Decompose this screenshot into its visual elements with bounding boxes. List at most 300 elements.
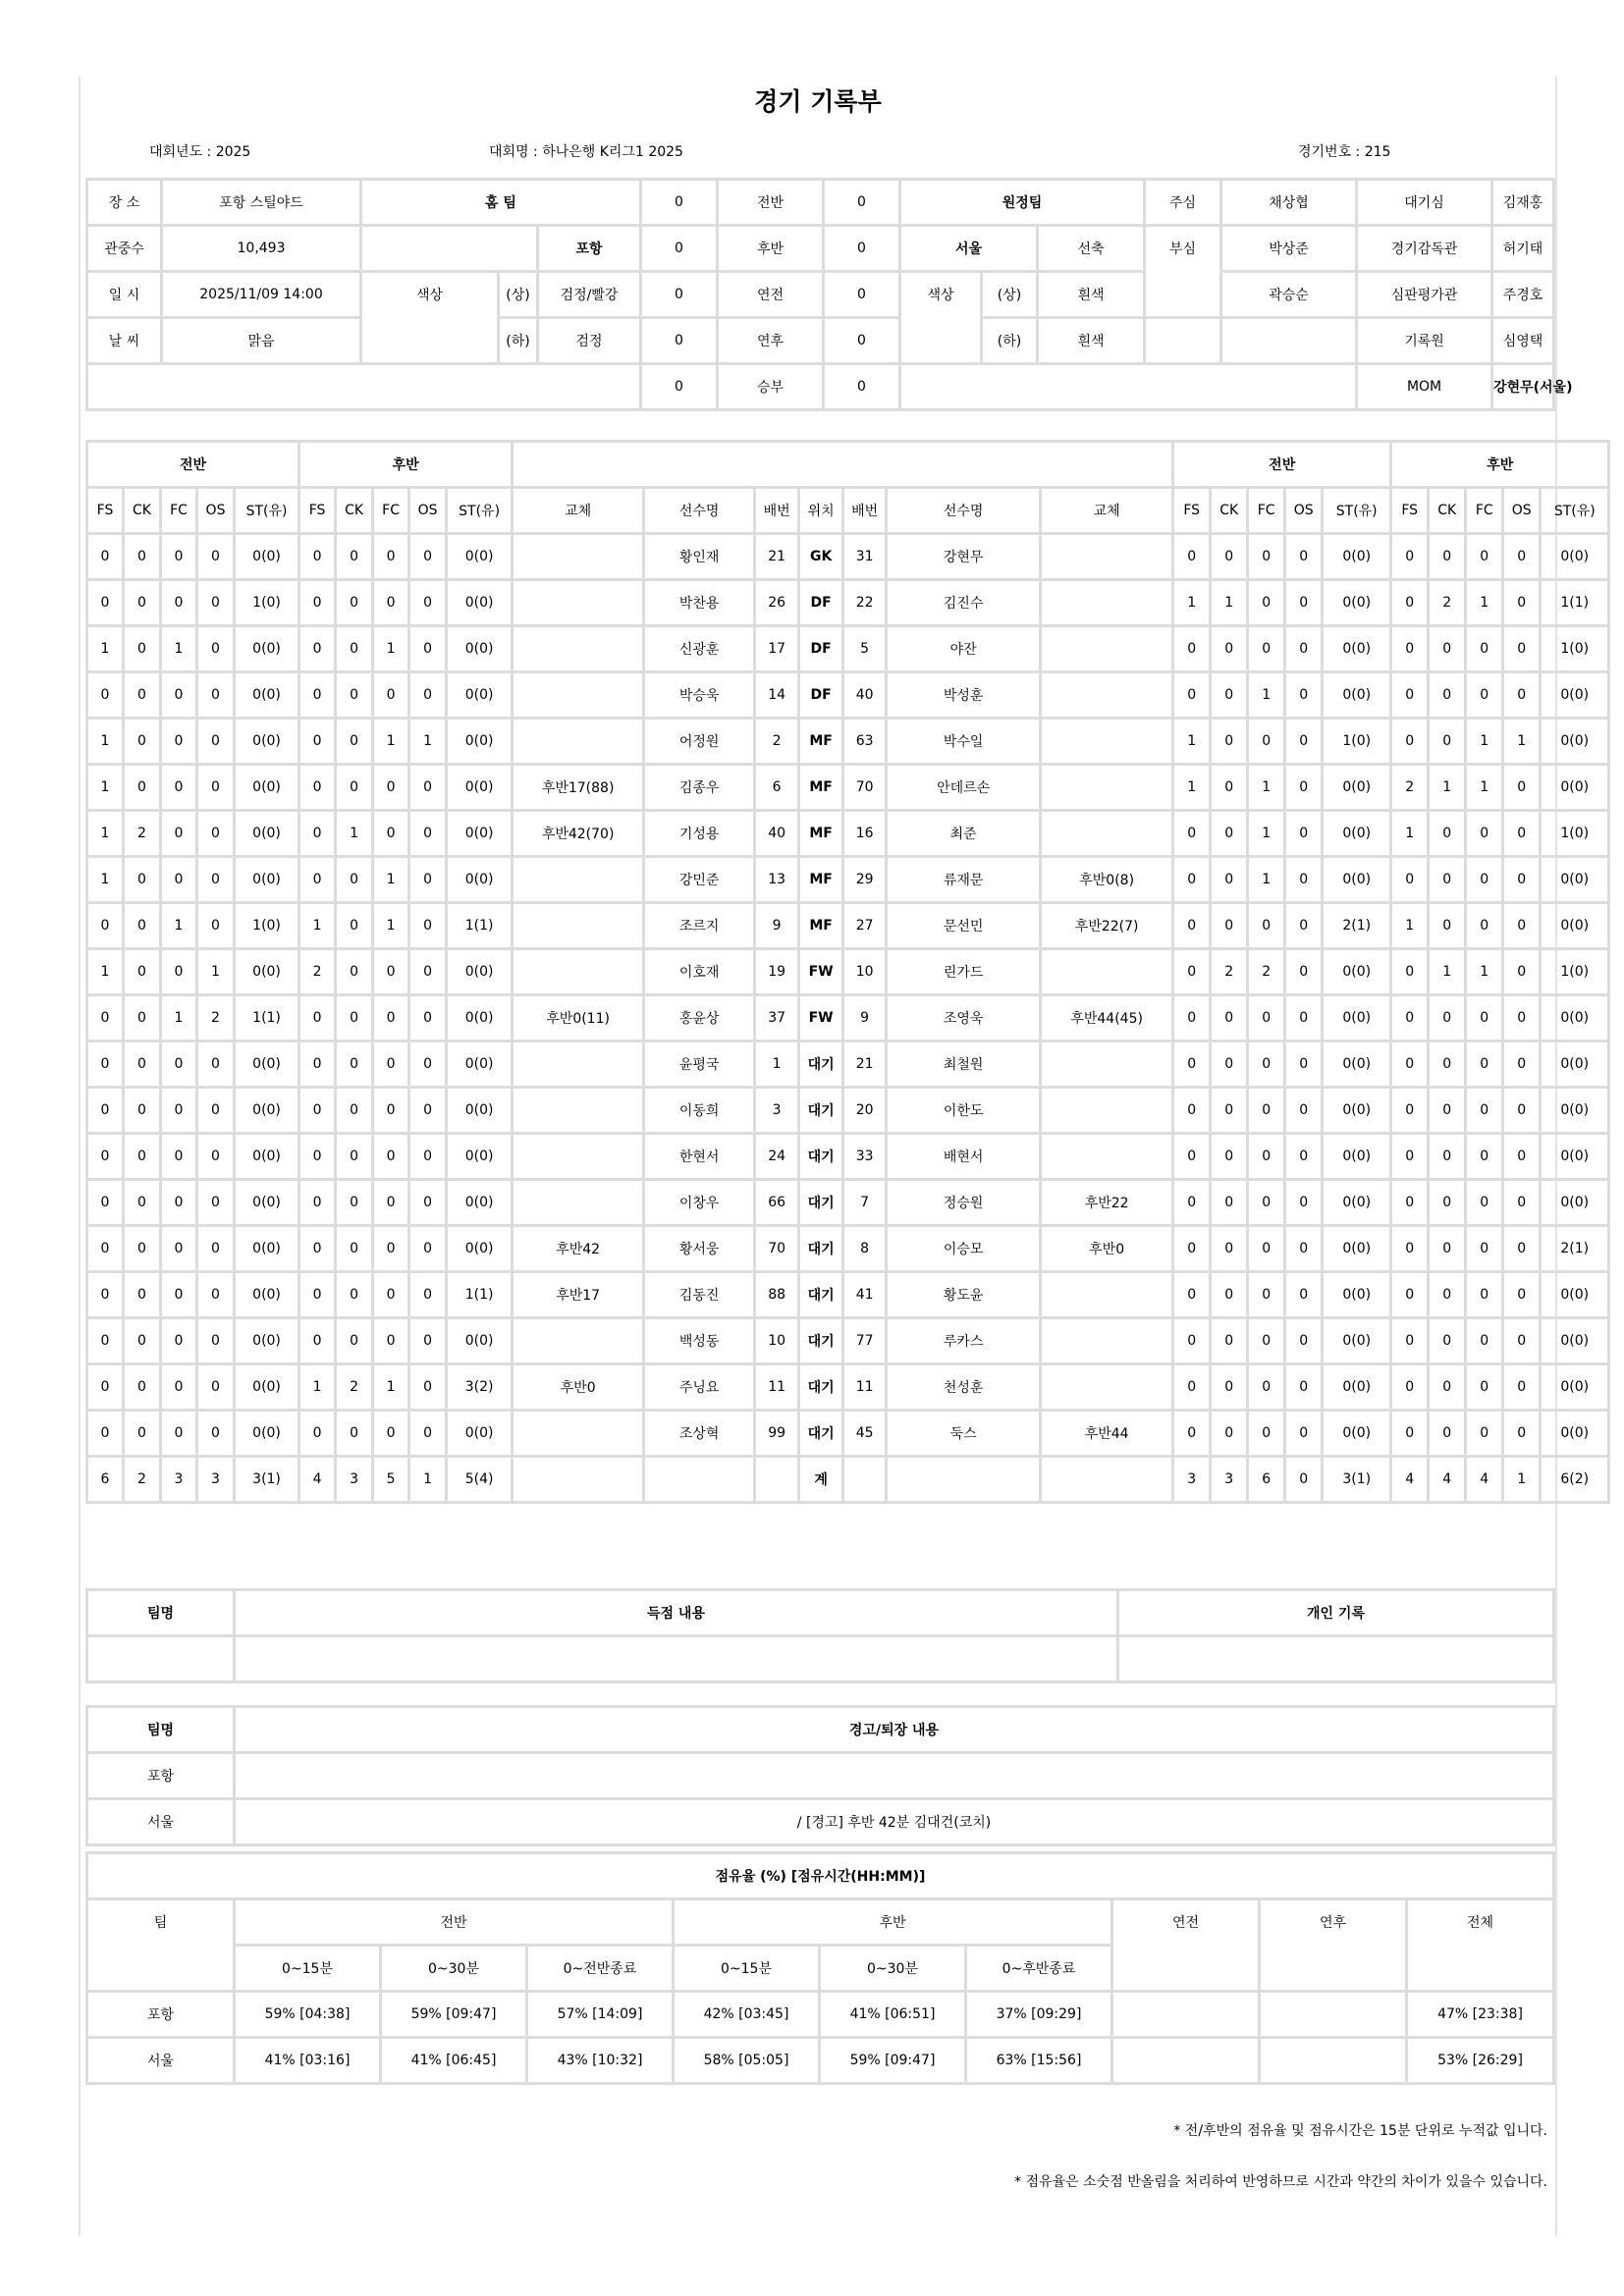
- away-stat-cell: 0(0): [1323, 1364, 1391, 1411]
- away-stat-cell: 0(0): [1323, 1041, 1391, 1088]
- home-shirt-number: 19: [755, 949, 799, 995]
- player-row: [87, 765, 1609, 811]
- away-stat-cell: 0(0): [1541, 995, 1609, 1041]
- home-stat-cell: 3: [336, 1457, 373, 1503]
- away-substitution: [1041, 1088, 1173, 1134]
- assistant-1: 박상준: [1221, 226, 1357, 272]
- score-away: 0: [824, 272, 900, 318]
- away-stat-cell: 1: [1466, 949, 1503, 995]
- home-shirt-number: 14: [755, 672, 799, 719]
- away-stat-cell: 0: [1285, 765, 1323, 811]
- column-header-no-label: 배번: [755, 488, 799, 534]
- home-stat-cell: 0: [299, 580, 336, 626]
- away-stat-cell: 0(0): [1541, 534, 1609, 580]
- away-stat-cell: 0: [1391, 1226, 1429, 1272]
- away-stat-cell: 0: [1429, 1041, 1466, 1088]
- away-shirt-number: 10: [843, 949, 887, 995]
- home-player-name: 강민준: [644, 857, 755, 903]
- away-stat-cell: 0(0): [1323, 534, 1391, 580]
- away-stat-cell: 0: [1211, 765, 1248, 811]
- competition-year: 대회년도 : 2025: [149, 144, 251, 160]
- home-substitution: [513, 534, 644, 580]
- away-player-name: 최준: [887, 811, 1041, 857]
- away-stat-cell: 0: [1173, 672, 1211, 719]
- position: 대기: [799, 1364, 843, 1411]
- weather-value: 맑음: [162, 318, 361, 364]
- home-stat-cell: 0(0): [447, 672, 513, 719]
- home-stat-cell: 0: [409, 580, 447, 626]
- home-shirt-number: 11: [755, 1364, 799, 1411]
- home-stat-cell: 0: [336, 857, 373, 903]
- recorder-value: 심영택: [1492, 318, 1554, 364]
- away-stat-cell: 1(1): [1541, 580, 1609, 626]
- home-stat-cell: 0: [336, 1318, 373, 1364]
- away-stat-cell: 0: [1285, 1134, 1323, 1180]
- home-player-name: 주닝요: [644, 1364, 755, 1411]
- away-stat-cell: 0: [1429, 1134, 1466, 1180]
- home-stat-cell: 1(1): [235, 995, 299, 1041]
- home-stat-cell: 0(0): [235, 534, 299, 580]
- home-stat-cell: 0: [336, 672, 373, 719]
- away-stat-cell: 0: [1503, 1226, 1541, 1272]
- home-stat-cell: 0: [373, 1180, 409, 1226]
- home-shirt-number: 2: [755, 719, 799, 765]
- match-info-table: [85, 178, 1573, 411]
- home-stat-cell: 0: [197, 672, 235, 719]
- away-stat-cell: 0: [1285, 1226, 1323, 1272]
- home-shirt-number: 99: [755, 1411, 799, 1457]
- away-stat-cell: 0: [1466, 811, 1503, 857]
- away-stat-cell: 1(0): [1541, 626, 1609, 672]
- away-stat-cell: 0: [1391, 995, 1429, 1041]
- home-stat-cell: 0: [197, 534, 235, 580]
- home-stat-cell: 0: [161, 811, 197, 857]
- away-stat-cell: 0: [1391, 1364, 1429, 1411]
- away-substitution: [1041, 719, 1173, 765]
- possession-value: 59% [09:47]: [820, 2038, 966, 2084]
- away-stat-header: ST(유): [1541, 488, 1609, 534]
- position: 대기: [799, 1041, 843, 1088]
- home-stat-cell: 0: [161, 857, 197, 903]
- away-shirt-number: 7: [843, 1180, 887, 1226]
- away-stat-cell: 4: [1429, 1457, 1466, 1503]
- away-stat-header: OS: [1285, 488, 1323, 534]
- home-player-name: 이창우: [644, 1180, 755, 1226]
- away-stat-cell: 0: [1503, 949, 1541, 995]
- away-stat-cell: 0: [1211, 1364, 1248, 1411]
- away-stat-cell: 0: [1285, 857, 1323, 903]
- home-stat-cell: 1: [373, 719, 409, 765]
- away-stat-cell: 2: [1429, 580, 1466, 626]
- home-stat-cell: 1: [409, 1457, 447, 1503]
- home-shirt-number: 10: [755, 1318, 799, 1364]
- away-stat-cell: 0: [1429, 1226, 1466, 1272]
- away-stat-cell: 1: [1503, 1457, 1541, 1503]
- away-stat-cell: 0: [1429, 626, 1466, 672]
- away-stat-cell: 0(0): [1541, 1318, 1609, 1364]
- away-stat-cell: 0: [1466, 1041, 1503, 1088]
- fourth-official-value: 김재홍: [1492, 180, 1554, 226]
- home-stat-cell: 0: [373, 765, 409, 811]
- match-number: 경기번호 : 215: [1298, 144, 1391, 160]
- player-row: [87, 1134, 1609, 1180]
- away-stat-cell: 0(0): [1323, 1134, 1391, 1180]
- away-stat-cell: 0(0): [1541, 1088, 1609, 1134]
- away-stat-cell: 0: [1248, 1364, 1285, 1411]
- home-stat-cell: 0: [87, 1272, 124, 1318]
- home-stat-cell: 0: [373, 1411, 409, 1457]
- home-stat-cell: 1: [336, 811, 373, 857]
- position: 대기: [799, 1180, 843, 1226]
- home-stat-cell: 2: [336, 1364, 373, 1411]
- away-stat-cell: 0: [1248, 1318, 1285, 1364]
- possession-sub-header: 0~후반종료: [966, 1946, 1112, 1992]
- column-header-name-label: 선수명: [887, 488, 1041, 534]
- away-stat-cell: 0: [1285, 811, 1323, 857]
- home-stat-cell: 0: [87, 1088, 124, 1134]
- home-stat-cell: 0: [124, 949, 161, 995]
- away-stat-cell: 1(0): [1541, 949, 1609, 995]
- possession-row: [87, 2038, 1554, 2084]
- home-substitution: [513, 1088, 644, 1134]
- possession-total-header: 전체: [1407, 1899, 1554, 1992]
- possession-table: [85, 1851, 1555, 2085]
- away-stat-cell: 0: [1429, 672, 1466, 719]
- away-stat-cell: 0: [1173, 903, 1211, 949]
- away-stat-cell: 0: [1173, 1226, 1211, 1272]
- away-stat-cell: 0(0): [1541, 765, 1609, 811]
- away-stat-cell: 0: [1285, 1318, 1323, 1364]
- player-row: [87, 1272, 1609, 1318]
- away-stat-cell: 0: [1211, 1041, 1248, 1088]
- away-stat-cell: 0: [1429, 534, 1466, 580]
- home-substitution: [513, 719, 644, 765]
- away-stat-cell: 0: [1285, 580, 1323, 626]
- player-row: [87, 1411, 1609, 1457]
- away-stat-cell: 0: [1173, 1134, 1211, 1180]
- player-row: [87, 1318, 1609, 1364]
- home-stat-cell: 1(0): [235, 903, 299, 949]
- away-stat-cell: 0: [1391, 857, 1429, 903]
- home-stat-cell: 0(0): [235, 765, 299, 811]
- home-player-name: 신광훈: [644, 626, 755, 672]
- possession-team-header: 팀: [87, 1899, 235, 1992]
- away-color-label: 색상: [900, 272, 982, 364]
- home-stat-cell: 0(0): [235, 811, 299, 857]
- home-stat-cell: 0: [409, 1134, 447, 1180]
- score-away: 0: [824, 226, 900, 272]
- away-stat-cell: 0: [1503, 1272, 1541, 1318]
- column-header-sub-label: 교체: [1041, 488, 1173, 534]
- home-stat-cell: 0: [336, 1088, 373, 1134]
- possession-value: [1112, 2038, 1260, 2084]
- away-stat-cell: 0: [1503, 765, 1541, 811]
- home-stat-cell: 0: [336, 1226, 373, 1272]
- assistant-2: 곽승순: [1221, 272, 1357, 318]
- home-stat-cell: 3(1): [235, 1457, 299, 1503]
- away-stat-cell: 0: [1466, 626, 1503, 672]
- score-home: 0: [641, 272, 718, 318]
- home-stat-cell: 0: [124, 1411, 161, 1457]
- home-substitution: [513, 1318, 644, 1364]
- player-row: [87, 672, 1609, 719]
- home-stat-cell: 0: [124, 1041, 161, 1088]
- score-period: 전반: [718, 180, 824, 226]
- away-lower-color: 흰색: [1038, 318, 1145, 364]
- home-stat-cell: 0: [87, 1364, 124, 1411]
- column-header-pos-label: 위치: [799, 488, 843, 534]
- score-home: 0: [641, 226, 718, 272]
- home-stat-cell: 0: [336, 626, 373, 672]
- away-shirt-number: 16: [843, 811, 887, 857]
- possession-note-1: * 전/후반의 점유율 및 점유시간은 15분 단위로 누적값 입니다.: [1173, 2123, 1547, 2139]
- away-stat-cell: 0: [1466, 1180, 1503, 1226]
- away-player-name: 문선민: [887, 903, 1041, 949]
- home-stat-cell: 0: [161, 1411, 197, 1457]
- away-stat-cell: 0: [1503, 1180, 1541, 1226]
- home-stat-cell: 0: [373, 1134, 409, 1180]
- home-stat-cell: 1: [87, 857, 124, 903]
- home-stat-cell: 0(0): [447, 1226, 513, 1272]
- away-stat-cell: 0: [1211, 719, 1248, 765]
- away-stat-cell: 0: [1285, 534, 1323, 580]
- player-row: [87, 995, 1609, 1041]
- score-home: 0: [641, 364, 718, 410]
- away-half2-header: 후반: [1391, 442, 1609, 488]
- away-stat-cell: 0: [1211, 626, 1248, 672]
- away-shirt-number: 8: [843, 1226, 887, 1272]
- position: 계: [799, 1457, 843, 1503]
- home-substitution: [513, 580, 644, 626]
- home-stat-cell: 0: [336, 1134, 373, 1180]
- player-row: [87, 1041, 1609, 1088]
- home-stat-cell: 0: [409, 1226, 447, 1272]
- home-stat-cell: 0: [299, 534, 336, 580]
- away-stat-cell: 0: [1285, 949, 1323, 995]
- home-stat-cell: 0: [197, 719, 235, 765]
- cards-content: / [경고] 후반 42분 김대건(코치): [235, 1799, 1554, 1845]
- away-shirt-number: 33: [843, 1134, 887, 1180]
- home-stat-cell: 0: [161, 1318, 197, 1364]
- away-stat-cell: 0: [1285, 1272, 1323, 1318]
- away-stat-cell: 0: [1429, 1088, 1466, 1134]
- home-shirt-number: 17: [755, 626, 799, 672]
- home-shirt-number: 26: [755, 580, 799, 626]
- home-stat-cell: 0(0): [235, 719, 299, 765]
- home-stat-cell: 1: [87, 811, 124, 857]
- home-substitution: [513, 1457, 644, 1503]
- home-stat-cell: 0(0): [235, 1411, 299, 1457]
- home-stat-header: OS: [197, 488, 235, 534]
- away-stat-cell: 0: [1285, 1088, 1323, 1134]
- home-stat-cell: 0: [373, 580, 409, 626]
- home-stat-cell: 5: [373, 1457, 409, 1503]
- position: MF: [799, 903, 843, 949]
- away-substitution: [1041, 672, 1173, 719]
- away-stat-cell: 0: [1466, 1226, 1503, 1272]
- home-substitution: 후반42(70): [513, 811, 644, 857]
- home-stat-cell: 0: [299, 1272, 336, 1318]
- away-stat-cell: 0: [1173, 1272, 1211, 1318]
- home-player-name: 한현서: [644, 1134, 755, 1180]
- away-stat-header: OS: [1503, 488, 1541, 534]
- possession-value: 53% [26:29]: [1407, 2038, 1554, 2084]
- home-stat-cell: 0(0): [235, 1272, 299, 1318]
- away-stat-cell: 0: [1503, 626, 1541, 672]
- player-row: [87, 1226, 1609, 1272]
- away-stat-cell: 0: [1211, 672, 1248, 719]
- home-stat-cell: 0: [336, 580, 373, 626]
- home-stat-cell: 0: [87, 1041, 124, 1088]
- away-shirt-number: 40: [843, 672, 887, 719]
- home-stat-cell: 0: [124, 719, 161, 765]
- home-stat-cell: 0: [299, 1088, 336, 1134]
- home-stat-cell: 0: [299, 1226, 336, 1272]
- away-stat-cell: 0: [1429, 811, 1466, 857]
- position: MF: [799, 811, 843, 857]
- away-stat-cell: 0: [1211, 1318, 1248, 1364]
- away-player-name: 린가드: [887, 949, 1041, 995]
- player-row: [87, 811, 1609, 857]
- home-stat-cell: 3: [197, 1457, 235, 1503]
- goals-table: [85, 1588, 1555, 1683]
- away-stat-cell: 0: [1285, 1041, 1323, 1088]
- home-stat-cell: 0(0): [447, 719, 513, 765]
- home-stat-cell: 0: [161, 1272, 197, 1318]
- home-stat-cell: 0: [87, 1318, 124, 1364]
- home-player-name: 기성용: [644, 811, 755, 857]
- possession-value: 42% [03:45]: [674, 1992, 820, 2038]
- home-substitution: [513, 1134, 644, 1180]
- home-stat-cell: 0(0): [447, 1318, 513, 1364]
- home-stat-cell: 0(0): [447, 995, 513, 1041]
- home-stat-cell: 0: [373, 1226, 409, 1272]
- home-stat-cell: 1: [87, 949, 124, 995]
- home-stat-cell: 0: [373, 1088, 409, 1134]
- away-stat-cell: 0: [1173, 1041, 1211, 1088]
- home-stat-cell: 1: [87, 765, 124, 811]
- away-stat-cell: 1: [1173, 765, 1211, 811]
- home-stat-cell: 0: [373, 534, 409, 580]
- home-stat-cell: 0: [197, 1272, 235, 1318]
- home-stat-header: FS: [299, 488, 336, 534]
- home-stat-cell: 0: [197, 1364, 235, 1411]
- column-header-sub-label: 교체: [513, 488, 644, 534]
- home-stat-cell: 0: [299, 626, 336, 672]
- away-stat-cell: 0: [1466, 1134, 1503, 1180]
- away-stat-cell: 0: [1211, 1088, 1248, 1134]
- home-stat-cell: 0(0): [447, 1134, 513, 1180]
- home-stat-cell: 0: [197, 1088, 235, 1134]
- score-period: 연전: [718, 272, 824, 318]
- home-stat-cell: 0: [336, 995, 373, 1041]
- venue-label: 장 소: [87, 180, 162, 226]
- home-stat-cell: 1: [299, 1364, 336, 1411]
- score-period: 연후: [718, 318, 824, 364]
- home-stat-cell: 0: [161, 1364, 197, 1411]
- home-stat-cell: 0: [299, 765, 336, 811]
- home-stat-cell: 0: [161, 534, 197, 580]
- away-stat-cell: 0: [1391, 1134, 1429, 1180]
- home-player-name: 홍윤상: [644, 995, 755, 1041]
- home-stat-cell: 0: [336, 1041, 373, 1088]
- home-stat-cell: 1: [87, 719, 124, 765]
- home-substitution: [513, 903, 644, 949]
- home-stat-cell: 0: [373, 672, 409, 719]
- home-stat-cell: 2: [299, 949, 336, 995]
- away-stat-cell: 0: [1248, 1134, 1285, 1180]
- home-stat-cell: 0(0): [235, 1226, 299, 1272]
- possession-title: 점유율 (%) [점유시간(HH:MM)]: [87, 1853, 1554, 1899]
- away-stat-cell: 0: [1211, 811, 1248, 857]
- home-stat-cell: 0: [373, 1041, 409, 1088]
- away-stat-cell: 0: [1429, 1272, 1466, 1318]
- home-stat-cell: 0: [197, 811, 235, 857]
- away-stat-cell: 0: [1466, 1318, 1503, 1364]
- datetime-label: 일 시: [87, 272, 162, 318]
- away-stat-cell: 0(0): [1323, 811, 1391, 857]
- home-stat-cell: 0(0): [447, 857, 513, 903]
- home-substitution: [513, 626, 644, 672]
- away-stat-cell: 0: [1211, 1272, 1248, 1318]
- home-stat-cell: 0: [197, 765, 235, 811]
- attendance-label: 관중수: [87, 226, 162, 272]
- away-stat-cell: 2: [1248, 949, 1285, 995]
- away-substitution: 후반0(8): [1041, 857, 1173, 903]
- home-player-name: 이동희: [644, 1088, 755, 1134]
- position: 대기: [799, 1411, 843, 1457]
- away-stat-cell: 0: [1503, 534, 1541, 580]
- away-stat-cell: 0: [1211, 1226, 1248, 1272]
- away-stat-cell: 1: [1173, 580, 1211, 626]
- away-player-name: 황도윤: [887, 1272, 1041, 1318]
- away-substitution: [1041, 1272, 1173, 1318]
- away-player-name: 안데르손: [887, 765, 1041, 811]
- away-player-name: 정승원: [887, 1180, 1041, 1226]
- away-stat-header: FC: [1466, 488, 1503, 534]
- away-stat-cell: 0: [1211, 534, 1248, 580]
- away-player-name: 박수일: [887, 719, 1041, 765]
- score-away: 0: [824, 318, 900, 364]
- home-stat-cell: 0: [409, 534, 447, 580]
- away-stat-cell: 0: [1248, 995, 1285, 1041]
- away-substitution: 후반22: [1041, 1180, 1173, 1226]
- away-stat-cell: 4: [1466, 1457, 1503, 1503]
- away-stat-cell: 1: [1429, 949, 1466, 995]
- home-stat-cell: 0: [409, 1088, 447, 1134]
- home-stat-cell: 0: [409, 949, 447, 995]
- home-stat-cell: 0: [161, 580, 197, 626]
- home-stat-cell: 0(0): [447, 949, 513, 995]
- away-substitution: 후반22(7): [1041, 903, 1173, 949]
- away-stat-cell: 0(0): [1541, 1134, 1609, 1180]
- away-player-name: 야잔: [887, 626, 1041, 672]
- away-shirt-number: 22: [843, 580, 887, 626]
- away-stat-header: CK: [1429, 488, 1466, 534]
- possession-value: 37% [09:29]: [966, 1992, 1112, 2038]
- home-stat-cell: 1: [197, 949, 235, 995]
- goals-team-header: 팀명: [87, 1590, 235, 1636]
- away-substitution: 후반44(45): [1041, 995, 1173, 1041]
- away-player-name: 이한도: [887, 1088, 1041, 1134]
- away-stat-cell: 0(0): [1323, 857, 1391, 903]
- home-stat-cell: 0: [409, 765, 447, 811]
- home-stat-cell: 0(0): [447, 1088, 513, 1134]
- home-stat-cell: 0(0): [235, 1041, 299, 1088]
- home-stat-cell: 6: [87, 1457, 124, 1503]
- referee-value: 채상협: [1221, 180, 1357, 226]
- assessor-value: 주경호: [1492, 272, 1554, 318]
